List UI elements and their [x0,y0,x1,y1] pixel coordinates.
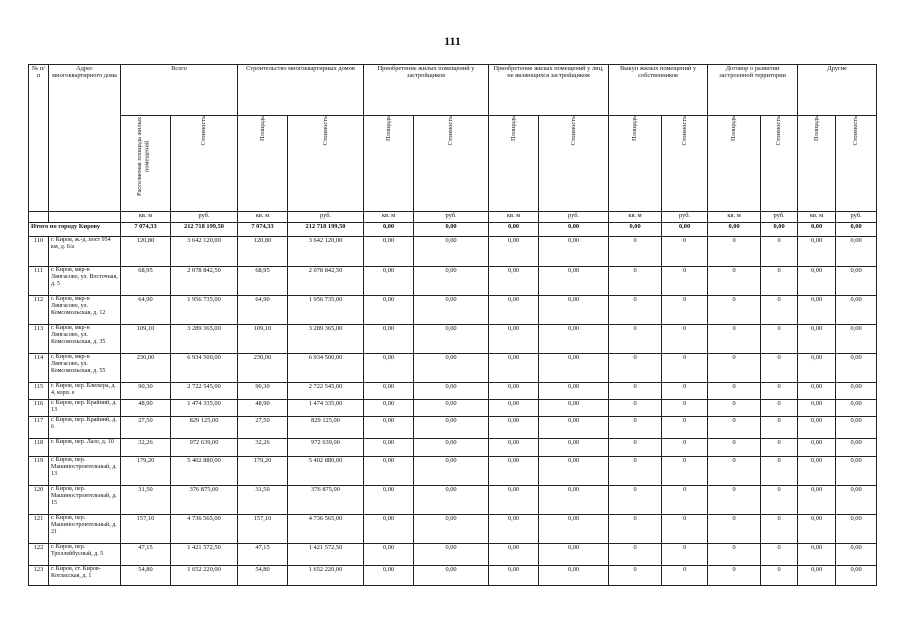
row-value: 4 736 565,00 [288,515,364,544]
subheader-cost: Стоимость [539,116,609,212]
row-value: 0,00 [414,237,489,267]
row-value: 2 078 842,50 [288,267,364,296]
row-value: 109,10 [121,325,171,354]
total-row [29,223,877,237]
row-value: 0,00 [836,325,877,354]
row-value: 179,20 [121,457,171,486]
row-value: 0,00 [539,544,609,566]
row-number: 114 [29,354,49,383]
row-value: 0 [761,515,798,544]
row-value: 0,00 [489,400,539,417]
row-value: 0,00 [414,457,489,486]
total-value-cell: 0,00 [662,223,708,237]
row-value: 230,00 [121,354,171,383]
row-value: 64,90 [238,296,288,325]
subheader-settled-area-text: Расселяемая площадь жилых помещений [135,116,150,196]
header-total: Всего [121,65,238,116]
table-row [29,296,877,325]
row-value: 0 [708,457,761,486]
row-address: г. Киров, пер. Машиностроительный, д. 15 [49,486,121,515]
row-value: 0,00 [364,296,414,325]
row-address: г. Киров, ст. Киров-Котласская, д. 1 [49,566,121,586]
row-value: 0,00 [798,267,836,296]
row-value: 0,00 [414,439,489,457]
row-value: 0 [662,267,708,296]
row-value: 0 [761,383,798,400]
subheader-cost: Стоимость [761,116,798,212]
row-number: 112 [29,296,49,325]
row-value: 0,00 [798,237,836,267]
row-number: 123 [29,566,49,586]
row-value: 2 722 545,00 [171,383,238,400]
row-value: 0,00 [364,267,414,296]
row-value: 0,00 [798,400,836,417]
row-value: 0,00 [364,439,414,457]
row-value: 0,00 [364,544,414,566]
unit-cell: руб. [288,212,364,223]
row-address: г. Киров, мкр-н Лянгасово, ул. Комсомольская, д. 35 [49,325,121,354]
row-value: 0,00 [489,417,539,439]
row-value: 0 [761,400,798,417]
row-value: 829 125,00 [288,417,364,439]
row-value: 0 [761,486,798,515]
row-value: 54,80 [121,566,171,586]
row-value: 0 [609,354,662,383]
total-value-cell: 0,00 [609,223,662,237]
row-value: 3 289 365,00 [288,325,364,354]
row-value: 0 [708,296,761,325]
row-value: 0,00 [364,486,414,515]
row-value: 0,00 [836,515,877,544]
unit-cell: кв. м [798,212,836,223]
row-value: 54,80 [238,566,288,586]
row-value: 0,00 [798,383,836,400]
row-value: 0,00 [798,457,836,486]
row-value: 27,50 [121,417,171,439]
row-value: 0 [662,457,708,486]
row-value: 0 [609,325,662,354]
row-value: 0,00 [798,515,836,544]
row-value: 0 [662,544,708,566]
row-value: 0 [609,566,662,586]
table-row [29,267,877,296]
row-value: 0,00 [414,325,489,354]
row-value: 0 [662,237,708,267]
total-value-cell: 0,00 [798,223,836,237]
row-value: 3 642 120,00 [171,237,238,267]
row-value: 0,00 [539,354,609,383]
row-value: 0,00 [836,354,877,383]
subheader-area: Площадь [364,116,414,212]
row-value: 1 956 735,00 [288,296,364,325]
table-row [29,439,877,457]
row-value: 0 [761,457,798,486]
row-value: 48,90 [238,400,288,417]
row-value: 0,00 [364,417,414,439]
row-value: 0,00 [836,383,877,400]
row-value: 5 402 880,00 [288,457,364,486]
row-value: 3 642 120,00 [288,237,364,267]
total-value-cell: 7 074,33 [238,223,288,237]
row-value: 0,00 [489,267,539,296]
row-value: 0 [662,354,708,383]
row-value: 972 639,00 [288,439,364,457]
row-value: 0 [662,400,708,417]
row-value: 0,00 [539,383,609,400]
row-value: 0,00 [489,354,539,383]
row-value: 0,00 [539,296,609,325]
row-value: 0 [708,417,761,439]
row-value: 4 736 565,00 [171,515,238,544]
row-value: 0 [761,566,798,586]
row-value: 0,00 [364,515,414,544]
total-value-cell: 0,00 [414,223,489,237]
unit-cell: руб. [836,212,877,223]
row-value: 0,00 [836,296,877,325]
row-value: 90,30 [121,383,171,400]
row-value: 1 652 220,00 [171,566,238,586]
row-value: 68,95 [121,267,171,296]
row-value: 0 [662,296,708,325]
row-value: 0,00 [489,457,539,486]
row-value: 0,00 [489,296,539,325]
row-value: 0,00 [798,439,836,457]
unit-cell: руб. [539,212,609,223]
unit-cell: руб. [414,212,489,223]
row-value: 0,00 [364,566,414,586]
subheader-area: Площадь [798,116,836,212]
row-value: 0,00 [798,544,836,566]
row-value: 0,00 [489,515,539,544]
row-number: 122 [29,544,49,566]
row-value: 90,30 [238,383,288,400]
row-value: 0,00 [489,237,539,267]
row-value: 1 421 572,50 [288,544,364,566]
row-number: 120 [29,486,49,515]
header-dev-agreement: Договор о развитии застроенной территории [708,65,798,116]
row-value: 0,00 [364,354,414,383]
row-value: 0,00 [364,383,414,400]
table-row [29,325,877,354]
subheader-area: Площадь [708,116,761,212]
table-row [29,515,877,544]
row-value: 0,00 [836,544,877,566]
row-value: 0 [609,486,662,515]
row-value: 120,80 [121,237,171,267]
row-value: 0,00 [489,486,539,515]
row-number: 110 [29,237,49,267]
row-value: 0,00 [798,566,836,586]
row-value: 2 078 842,50 [171,267,238,296]
row-value: 0 [708,267,761,296]
row-value: 0,00 [539,486,609,515]
row-value: 0 [662,486,708,515]
row-value: 2 722 545,00 [288,383,364,400]
row-number: 113 [29,325,49,354]
row-value: 376 875,00 [171,486,238,515]
row-value: 157,10 [121,515,171,544]
table-row [29,237,877,267]
row-value: 0,00 [836,457,877,486]
row-value: 0 [609,383,662,400]
unit-cell: кв. м [489,212,539,223]
total-value-cell: 212 718 199,50 [288,223,364,237]
total-value-cell: 0,00 [539,223,609,237]
row-value: 0,00 [414,296,489,325]
units-row [29,212,877,223]
row-value: 0,00 [489,325,539,354]
row-value: 0,00 [836,566,877,586]
row-value: 0 [761,296,798,325]
header-address: Адрес многоквартирного дома [49,65,121,212]
row-value: 0 [708,566,761,586]
row-value: 0,00 [798,354,836,383]
row-value: 0 [708,354,761,383]
row-value: 0,00 [414,354,489,383]
row-value: 1 956 735,00 [171,296,238,325]
page-number: 111 [444,34,461,48]
row-value: 0 [662,566,708,586]
row-value: 0 [761,354,798,383]
total-value-cell: 212 718 199,50 [171,223,238,237]
row-address: г. Киров, пер. Машиностроительный, д. 13 [49,457,121,486]
row-value: 0,00 [539,267,609,296]
row-value: 0,00 [414,544,489,566]
row-value: 0,00 [836,267,877,296]
row-value: 0 [708,383,761,400]
row-value: 0,00 [489,383,539,400]
row-value: 0,00 [798,325,836,354]
row-value: 0 [761,439,798,457]
row-number: 121 [29,515,49,544]
subheader-cost: Стоимость [171,116,238,212]
row-value: 0 [662,439,708,457]
header-num: № п/п [29,65,49,212]
row-value: 0,00 [414,566,489,586]
row-value: 64,90 [121,296,171,325]
header-buyout: Выкуп жилых помещений у собственников [609,65,708,116]
resettlement-table [28,64,877,586]
total-value-cell: 0,00 [708,223,761,237]
row-value: 0,00 [539,457,609,486]
row-value: 0 [761,267,798,296]
row-value: 0,00 [539,566,609,586]
total-value-cell: 0,00 [489,223,539,237]
row-address: г. Киров, пер. Лазо, д. 10 [49,439,121,457]
total-value-cell: 0,00 [364,223,414,237]
unit-cell: кв. м [238,212,288,223]
row-value: 0 [708,515,761,544]
row-value: 0 [662,515,708,544]
row-value: 0 [662,417,708,439]
unit-cell: кв. м [121,212,171,223]
row-value: 32,26 [238,439,288,457]
row-value: 0,00 [364,237,414,267]
row-value: 157,10 [238,515,288,544]
table-row [29,566,877,586]
units-cell-empty [29,212,49,223]
row-value: 0 [761,325,798,354]
header-construction: Строительство многоквартирных домов [238,65,364,116]
subheader-area: Площадь [609,116,662,212]
row-value: 31,50 [238,486,288,515]
row-address: г. Киров, пер. Крайний, д. 13 [49,400,121,417]
header-purchase-nondev: Приобретение жилых помещений у лиц, не являющихся застройщиком [489,65,609,116]
row-value: 0 [708,400,761,417]
row-value: 31,50 [121,486,171,515]
table-row [29,544,877,566]
row-value: 0,00 [414,486,489,515]
row-number: 115 [29,383,49,400]
row-number: 111 [29,267,49,296]
row-value: 0,00 [364,457,414,486]
row-value: 0,00 [414,417,489,439]
subheader-cost: Стоимость [836,116,877,212]
row-value: 1 652 220,00 [288,566,364,586]
row-value: 68,95 [238,267,288,296]
unit-cell: руб. [171,212,238,223]
row-value: 0,00 [489,566,539,586]
unit-cell: кв. м [708,212,761,223]
row-value: 0,00 [798,486,836,515]
row-value: 0,00 [836,237,877,267]
row-number: 119 [29,457,49,486]
table-row [29,383,877,400]
row-value: 0 [609,296,662,325]
table-row [29,486,877,515]
row-address: г. Киров, мкр-н Лянгасово, ул. Восточная, д. 5 [49,267,121,296]
row-value: 376 875,00 [288,486,364,515]
row-value: 1 421 572,50 [171,544,238,566]
row-value: 0 [609,439,662,457]
row-address: г. Киров, пер. Машиностроительный, д. 21 [49,515,121,544]
subheader-cost: Стоимость [662,116,708,212]
row-value: 0,00 [539,417,609,439]
row-value: 0 [609,237,662,267]
row-value: 0 [609,515,662,544]
unit-cell: руб. [662,212,708,223]
row-value: 0 [609,400,662,417]
row-value: 0 [708,237,761,267]
row-value: 1 474 335,00 [288,400,364,417]
row-value: 0 [708,325,761,354]
subheader-cost: Стоимость [414,116,489,212]
header-purchase-dev: Приобретение жилых помещений у застройщиков [364,65,489,116]
row-value: 0 [609,417,662,439]
unit-cell: руб. [761,212,798,223]
row-address: г. Киров, ж.-д. пост 954 км, д. 6/а [49,237,121,267]
row-value: 0 [708,439,761,457]
row-value: 0,00 [414,267,489,296]
subheader-settled-area [121,116,171,212]
row-address: г. Киров, мкр-н Лянгасово, ул. Комсомольская, д. 12 [49,296,121,325]
row-value: 0,00 [836,400,877,417]
row-value: 0,00 [364,400,414,417]
total-value-cell: 0,00 [836,223,877,237]
subheader-area: Площадь [489,116,539,212]
table-row [29,457,877,486]
table-row [29,354,877,383]
row-address: г. Киров, мкр-н Лянгасово, ул. Комсомольская, д. 55 [49,354,121,383]
row-value: 0 [609,544,662,566]
row-value: 0,00 [539,400,609,417]
row-value: 0 [761,237,798,267]
row-address: г. Киров, пер. Крайний, д. 6 [49,417,121,439]
header-other: Другие [798,65,877,116]
row-value: 0 [609,267,662,296]
row-value: 0,00 [836,439,877,457]
table-row [29,417,877,439]
row-value: 0,00 [414,515,489,544]
row-number: 116 [29,400,49,417]
row-value: 47,15 [121,544,171,566]
row-value: 0 [609,457,662,486]
row-value: 0,00 [489,544,539,566]
row-value: 0,00 [489,439,539,457]
unit-cell: кв. м [364,212,414,223]
row-number: 117 [29,417,49,439]
row-value: 0,00 [798,417,836,439]
row-value: 5 402 880,00 [171,457,238,486]
row-value: 972 639,00 [171,439,238,457]
row-value: 0,00 [836,486,877,515]
row-value: 0 [662,383,708,400]
row-value: 3 289 365,00 [171,325,238,354]
row-value: 32,26 [121,439,171,457]
row-value: 109,10 [238,325,288,354]
table-row [29,400,877,417]
row-value: 829 125,00 [171,417,238,439]
row-value: 0,00 [539,515,609,544]
row-value: 47,15 [238,544,288,566]
row-value: 0,00 [539,325,609,354]
row-value: 179,20 [238,457,288,486]
row-value: 0,00 [414,400,489,417]
row-address: г. Киров, пер. Троллейбусный, д. 5 [49,544,121,566]
row-address: г. Киров, пер. Блюхера, д. 4, корп. е [49,383,121,400]
unit-cell: кв. м [609,212,662,223]
total-value-cell: 0,00 [761,223,798,237]
row-value: 0,00 [539,237,609,267]
row-value: 0,00 [539,439,609,457]
row-number: 118 [29,439,49,457]
row-value: 48,90 [121,400,171,417]
total-row-label: Итого по городу Кирову [29,223,121,237]
row-value: 6 934 500,00 [171,354,238,383]
subheader-area: Площадь [238,116,288,212]
row-value: 1 474 335,00 [171,400,238,417]
row-value: 0,00 [414,383,489,400]
row-value: 0 [761,544,798,566]
row-value: 0 [761,417,798,439]
row-value: 0 [708,486,761,515]
row-value: 0,00 [798,296,836,325]
row-value: 6 934 500,00 [288,354,364,383]
units-cell-empty [49,212,121,223]
row-value: 120,80 [238,237,288,267]
row-value: 27,50 [238,417,288,439]
row-value: 230,00 [238,354,288,383]
row-value: 0 [708,544,761,566]
row-value: 0,00 [364,325,414,354]
total-value-cell: 7 074,33 [121,223,171,237]
subheader-cost: Стоимость [288,116,364,212]
row-value: 0 [662,325,708,354]
row-value: 0,00 [836,417,877,439]
